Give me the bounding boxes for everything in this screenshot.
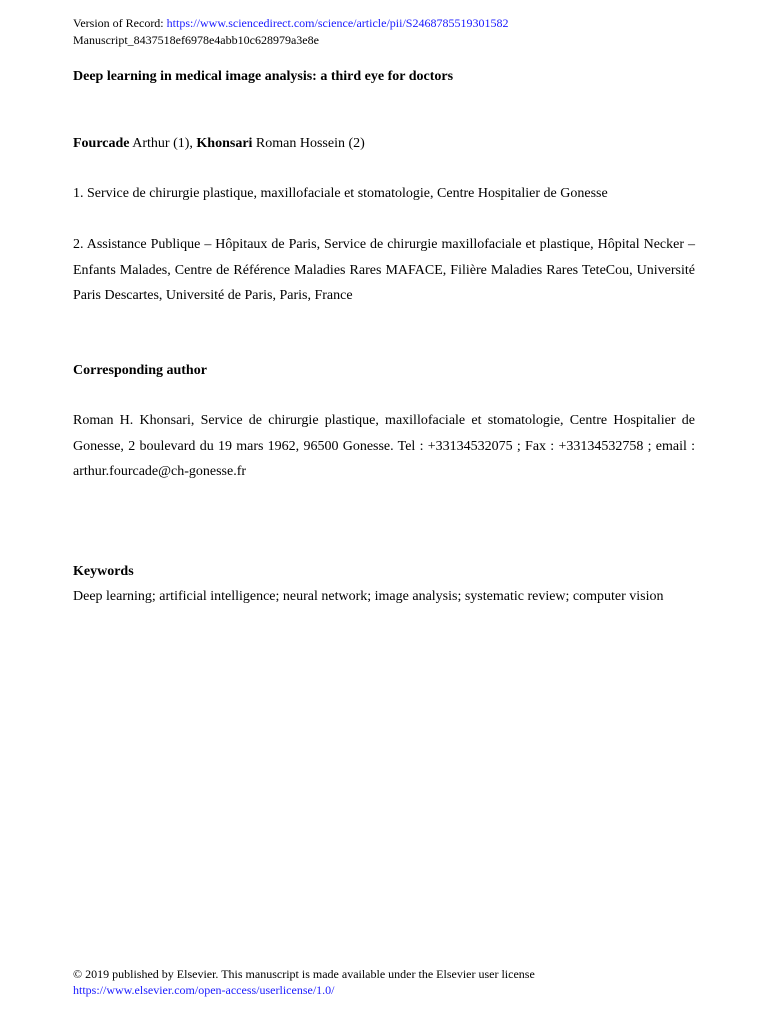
version-of-record-line [73,16,508,31]
version-label: Version of Record: [73,16,167,30]
affiliation-1: 1. Service de chirurgie plastique, maxillofaciale et stomatologie, Centre Hospitalier de Gonesse [73,186,608,201]
author1-given: Arthur (1), [129,136,197,151]
version-of-record-link[interactable]: https://www.sciencedirect.com/science/article/pii/S2468785519301582 [166,16,509,30]
license-line [73,983,334,998]
author2-surname: Khonsari [196,136,253,151]
author1-surname: Fourcade [73,136,130,151]
manuscript-id: Manuscript_8437518ef6978e4abb10c628979a3e8e [73,33,319,47]
license-statement: © 2019 published by Elsevier. This manuscript is made available under the Elsevier user license [73,967,535,981]
author-list [73,135,365,153]
keywords-list: Deep learning; artificial intelligence; neural network; image analysis; systematic review; computer vision [73,589,664,604]
keywords-heading: Keywords [73,564,134,579]
author2-given: Roman Hossein (2) [252,136,365,151]
paper-title: Deep learning in medical image analysis: a third eye for doctors [73,69,454,84]
affiliation-2: 2. Assistance Publique – Hôpitaux de Paris, Service de chirurgie maxillofaciale et plastique, Hôpital Necker – Enfants Malades, Centre de Référence Maladies Rares MAFACE, Filière Maladies Rares TeteCou, Université Paris Descartes, Université de Paris, Paris, France [73,237,695,303]
corresponding-author-heading: Corresponding author [73,363,207,378]
corresponding-author-details: Roman H. Khonsari, Service de chirurgie plastique, maxillofaciale et stomatologie, Centre Hospitalier de Gonesse, 2 boulevard du 19 mars 1962, 96500 Gonesse. Tel : +33134532075 ; Fax : +33134532758 ; email : arthur.fourcade@ch-gonesse.fr [73,413,695,479]
license-link[interactable]: https://www.elsevier.com/open-access/userlicense/1.0/ [73,983,335,997]
